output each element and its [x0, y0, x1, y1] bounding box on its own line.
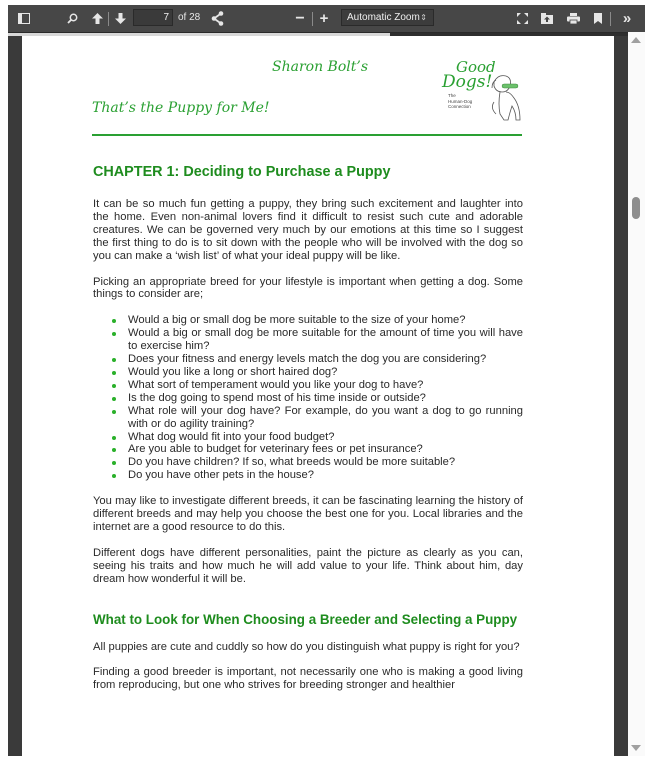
header-divider — [92, 134, 522, 136]
author-name: Sharon Bolt’s — [272, 59, 368, 75]
list-item: Do you have children? If so, what breeds would be more suitable? — [128, 456, 523, 469]
logo-tagline-3: Connection — [448, 104, 471, 109]
list-item: Do you have other pets in the house? — [128, 469, 523, 482]
document-body — [93, 164, 523, 705]
page-number-input[interactable]: 7 — [133, 9, 173, 26]
list-item: Is the dog going to spend most of his time inside or outside? — [128, 392, 523, 405]
pdf-viewer — [8, 5, 645, 756]
presentation-mode-button[interactable] — [513, 9, 531, 28]
bookmark-button[interactable] — [590, 9, 606, 28]
right-gutter — [614, 36, 628, 756]
list-item: Would you like a long or short haired dog? — [128, 366, 523, 379]
zoom-select[interactable] — [341, 9, 434, 26]
scroll-up-arrow-icon[interactable] — [631, 37, 641, 43]
zoom-select-value: Automatic Zoom — [347, 12, 420, 23]
logo-tagline-1: The — [448, 93, 456, 98]
pdf-page — [22, 36, 614, 756]
sidebar-icon — [18, 13, 30, 24]
print-button[interactable] — [564, 9, 582, 28]
open-file-icon — [541, 13, 553, 24]
list-item: Are you able to budget for veterinary fees or pet insurance? — [128, 443, 523, 456]
paragraph: Finding a good breeder is important, not necessarily one who is making a good living from reproducing, but one who strives for breeding stronger and healthier — [93, 666, 523, 692]
list-item: Would a big or small dog be more suitable for the amount of time you will have to exercise him? — [128, 327, 523, 353]
bookmark-icon — [594, 13, 602, 24]
print-icon — [567, 13, 580, 24]
arrow-down-icon — [115, 13, 126, 24]
paragraph: You may like to investigate different breeds, it can be fascinating learning the history of different breeds and may help you choose the best one for you. Local libraries and the internet are a good resource to do this. — [93, 495, 523, 533]
share-icon — [211, 11, 224, 26]
zoom-out-button[interactable]: − — [295, 9, 305, 27]
list-item: What role will your dog have? For example, do you want a dog to go running with or do agility training? — [128, 404, 523, 430]
list-item: What sort of temperament would you like your dog to have? — [128, 379, 523, 392]
search-icon — [67, 13, 78, 24]
logo-tagline-2: Human-Dog — [448, 98, 473, 104]
book-title: That’s the Puppy for Me! — [92, 100, 270, 116]
logo-text-dogs: Dogs! — [442, 72, 493, 92]
scrollbar-thumb[interactable] — [632, 197, 640, 219]
considerations-list — [93, 314, 523, 482]
good-dogs-logo — [440, 60, 524, 124]
dog-icon — [488, 72, 524, 122]
logo-text-good: Good — [456, 58, 496, 76]
select-arrows-icon: ⇕ — [420, 13, 427, 22]
list-item: What dog would fit into your food budget? — [128, 431, 523, 444]
paragraph: All puppies are cute and cuddly so how do you distinguish what puppy is right for you? — [93, 640, 520, 653]
tools-button[interactable]: » — [622, 10, 632, 27]
zoom-in-button[interactable]: + — [319, 10, 329, 27]
toolbar-separator — [610, 12, 611, 26]
next-page-button[interactable] — [111, 9, 129, 28]
logo-tagline — [448, 93, 472, 110]
section-heading: What to Look for When Choosing a Breeder and Selecting a Puppy — [93, 611, 518, 627]
toolbar — [8, 5, 645, 33]
scroll-down-arrow-icon[interactable] — [631, 745, 641, 751]
vertical-scrollbar[interactable] — [628, 32, 645, 756]
paragraph: Picking an appropriate breed for your lifestyle is important when getting a dog. Some things to consider are; — [93, 275, 523, 301]
page-count: of 28 — [178, 12, 201, 23]
paragraph: It can be so much fun getting a puppy, they bring such excitement and laughter into the home. Even non-animal lovers find it difficult to resist such cute and adorable creatures. We can be governed very much by our emotions at this time so I suggest the first thing to do is to sit down with the people who will be involved with the dog so you can make a ‘wish list’ of what your ideal puppy will be like. — [93, 198, 523, 262]
toolbar-separator — [312, 12, 313, 26]
chapter-heading: CHAPTER 1: Deciding to Purchase a Puppy — [93, 164, 391, 180]
search-button[interactable] — [62, 9, 82, 28]
sidebar-toggle-button[interactable] — [14, 9, 34, 28]
list-item: Does your fitness and energy levels match the dog you are considering? — [128, 353, 523, 366]
open-file-button[interactable] — [538, 9, 556, 28]
toolbar-separator — [108, 12, 109, 26]
paragraph: Different dogs have different personalities, paint the picture as clearly as you can, seeing his traits and how much he will add value to your life. Think about him, day dream how wonderful it will be. — [93, 546, 523, 585]
fullscreen-icon — [517, 13, 528, 24]
share-button[interactable] — [208, 9, 226, 28]
arrow-up-icon — [92, 13, 103, 24]
list-item: Would a big or small dog be more suitable to the size of your home? — [128, 314, 523, 327]
left-gutter — [8, 36, 22, 756]
previous-page-button[interactable] — [88, 9, 106, 28]
